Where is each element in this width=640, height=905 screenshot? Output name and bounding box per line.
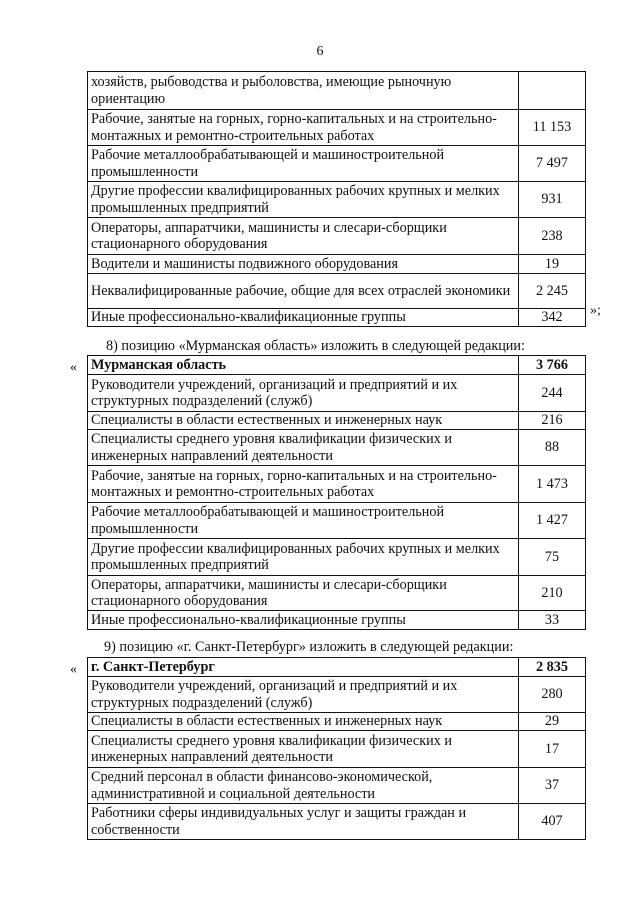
occupation-name: Руководители учреждений, организаций и предприятий и их структурных подразделений (служб) <box>88 375 519 412</box>
table-row <box>88 713 586 731</box>
occupation-name: Операторы, аппаратчики, машинисты и слесари-сборщики стационарного оборудования <box>88 218 519 255</box>
table-row <box>88 503 586 539</box>
section-8-instruction: 8) позицию «Мурманская область» изложить в следующей редакции: <box>106 338 525 354</box>
page-number: 6 <box>316 44 324 59</box>
occupation-name: Средний персонал в области финансово-экономической, административной и социальной деятельности <box>88 768 519 804</box>
occupation-name: Неквалифицированные рабочие, общие для всех отраслей экономики <box>88 274 519 309</box>
region-name: Мурманская область <box>88 356 519 375</box>
region-row <box>88 356 586 375</box>
table-row <box>88 804 586 840</box>
table-row <box>88 182 586 218</box>
murmansk-occupation-table <box>87 355 586 630</box>
occupation-value: 29 <box>519 713 586 731</box>
occupation-name: Операторы, аппаратчики, машинисты и слесари-сборщики стационарного оборудования <box>88 576 519 611</box>
occupation-value: 210 <box>519 576 586 611</box>
occupation-value: 2 245 <box>519 274 586 309</box>
occupation-value: 88 <box>519 430 586 466</box>
opening-quote-mark: « <box>70 360 77 375</box>
occupation-value: 37 <box>519 768 586 804</box>
occupation-name: хозяйств, рыбоводства и рыболовства, имеющие рыночную ориентацию <box>88 72 519 110</box>
table-row <box>88 412 586 430</box>
table-row <box>88 274 586 309</box>
occupation-value: 280 <box>519 677 586 713</box>
occupation-name: Водители и машинисты подвижного оборудования <box>88 255 519 274</box>
region-total: 3 766 <box>519 356 586 375</box>
occupation-value: 7 497 <box>519 146 586 182</box>
table-row <box>88 218 586 255</box>
occupation-value: 238 <box>519 218 586 255</box>
occupation-value <box>519 72 586 110</box>
occupation-value: 931 <box>519 182 586 218</box>
occupation-name: Другие профессии квалифицированных рабочих крупных и мелких промышленных предприятий <box>88 539 519 576</box>
table-row <box>88 576 586 611</box>
table-row <box>88 110 586 146</box>
table-row <box>88 72 586 110</box>
table-row <box>88 466 586 503</box>
occupation-name: Рабочие металлообрабатывающей и машиностроительной промышленности <box>88 503 519 539</box>
table-row <box>88 768 586 804</box>
region-name: г. Санкт-Петербург <box>88 658 519 677</box>
occupation-name: Руководители учреждений, организаций и предприятий и их структурных подразделений (служб) <box>88 677 519 713</box>
table-row <box>88 731 586 768</box>
occupation-value: 19 <box>519 255 586 274</box>
occupation-value: 244 <box>519 375 586 412</box>
occupation-name: Специалисты среднего уровня квалификации физических и инженерных направлений деятельности <box>88 731 519 768</box>
table-row <box>88 611 586 630</box>
occupation-value: 33 <box>519 611 586 630</box>
spb-occupation-table <box>87 657 586 840</box>
occupation-name: Иные профессионально-квалификационные группы <box>88 611 519 630</box>
closing-quote-mark: »; <box>590 303 601 318</box>
region-row <box>88 658 586 677</box>
occupation-value: 17 <box>519 731 586 768</box>
table-row <box>88 430 586 466</box>
occupation-name: Рабочие, занятые на горных, горно-капитальных и на строительно-монтажных и ремонтно-строительных работах <box>88 110 519 146</box>
occupation-name: Рабочие металлообрабатывающей и машиностроительной промышленности <box>88 146 519 182</box>
occupation-value: 342 <box>519 309 586 327</box>
occupation-value: 216 <box>519 412 586 430</box>
occupation-value: 1 427 <box>519 503 586 539</box>
occupation-name: Работники сферы индивидуальных услуг и защиты граждан и собственности <box>88 804 519 840</box>
occupation-value: 75 <box>519 539 586 576</box>
table-row <box>88 309 586 327</box>
occupation-name: Иные профессионально-квалификационные группы <box>88 309 519 327</box>
occupation-value: 407 <box>519 804 586 840</box>
section-9-instruction: 9) позицию «г. Санкт-Петербург» изложить в следующей редакции: <box>104 639 514 655</box>
occupation-value: 1 473 <box>519 466 586 503</box>
occupation-name: Рабочие, занятые на горных, горно-капитальных и на строительно-монтажных и ремонтно-строительных работах <box>88 466 519 503</box>
occupation-name: Другие профессии квалифицированных рабочих крупных и мелких промышленных предприятий <box>88 182 519 218</box>
occupation-name: Специалисты среднего уровня квалификации физических и инженерных направлений деятельности <box>88 430 519 466</box>
table-row <box>88 375 586 412</box>
table-row <box>88 255 586 274</box>
table-row <box>88 146 586 182</box>
region-total: 2 835 <box>519 658 586 677</box>
opening-quote-mark: « <box>70 662 77 677</box>
occupation-name: Специалисты в области естественных и инженерных наук <box>88 412 519 430</box>
occupation-table-continued <box>87 71 586 327</box>
occupation-value: 11 153 <box>519 110 586 146</box>
table-row <box>88 677 586 713</box>
table-row <box>88 539 586 576</box>
occupation-name: Специалисты в области естественных и инженерных наук <box>88 713 519 731</box>
